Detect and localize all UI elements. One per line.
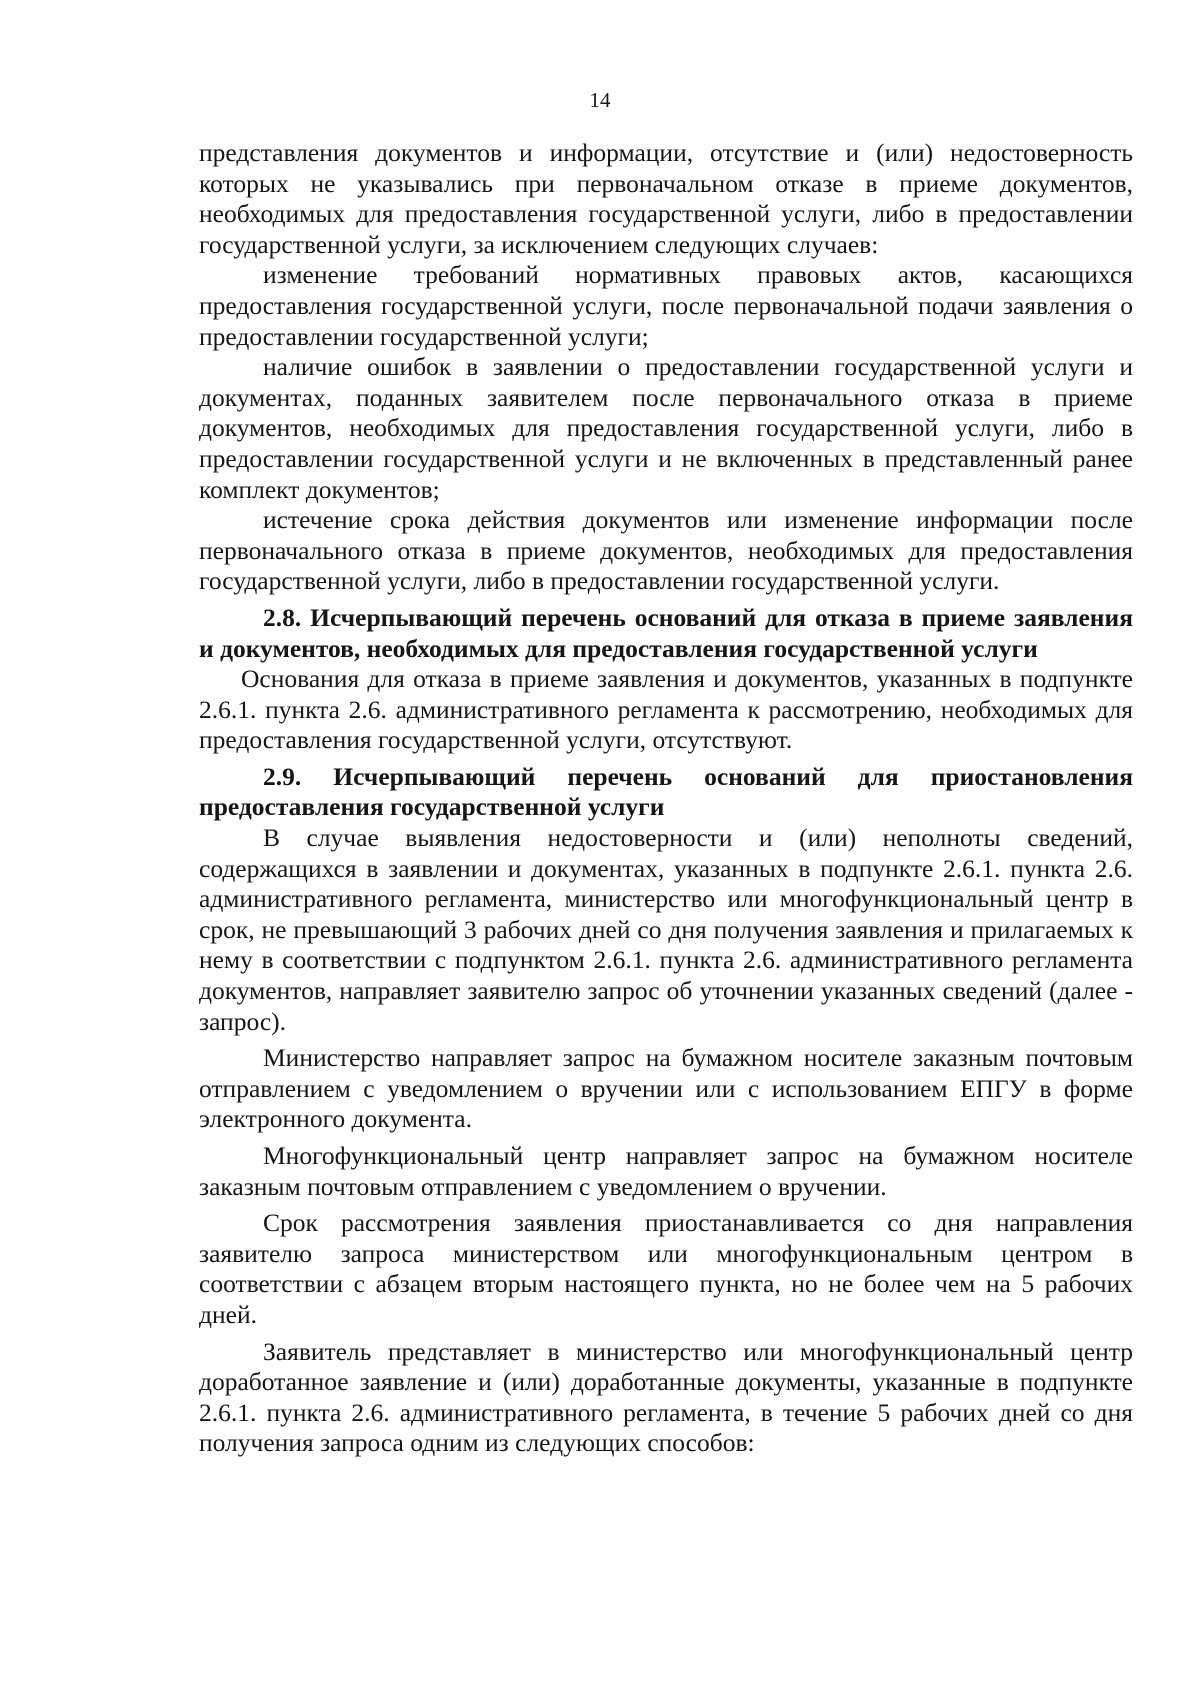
- paragraph: изменение требований нормативных правовых актов, касающихся предоставления государственной услуги, после первоначальной подачи заявления о предоставлении государственной услуги;: [199, 260, 1133, 351]
- section-heading-2-9: 2.9. Исчерпывающий перечень оснований для приостановления предоставления государственной услуги: [199, 761, 1133, 822]
- section-heading-2-8: 2.8. Исчерпывающий перечень оснований для отказа в приеме заявления и документов, необходимых для предоставления государственной услуги: [199, 602, 1133, 663]
- paragraph: Срок рассмотрения заявления приостанавливается со дня направления заявителю запроса министерством или многофункциональным центром в соответствии с абзацем вторым настоящего пункта, но не более чем на 5 рабочих дней.: [199, 1208, 1133, 1329]
- paragraph: представления документов и информации, отсутствие и (или) недостоверность которых не указывались при первоначальном отказе в приеме документов, необходимых для предоставления государственной услуги, либо в предоставлении государственной услуги, за исключением следующих случаев:: [199, 138, 1133, 259]
- paragraph: наличие ошибок в заявлении о предоставлении государственной услуги и документах, поданных заявителем после первоначального отказа в приеме документов, необходимых для предоставления государственной услуги, либо в предоставлении государственной услуги и не включенных в представленный ранее комплект документов;: [199, 352, 1133, 504]
- paragraph: Заявитель представляет в министерство или многофункциональный центр доработанное заявление и (или) доработанные документы, указанные в подпункте 2.6.1. пункта 2.6. административного регламента, в течение 5 рабочих дней со дня получения запроса одним из следующих способов:: [199, 1336, 1133, 1458]
- document-body: [199, 138, 1133, 1459]
- paragraph: истечение срока действия документов или изменение информации после первоначального отказа в приеме документов, необходимых для предоставления государственной услуги, либо в предоставлении государственной услуги.: [199, 505, 1133, 596]
- paragraph: Министерство направляет запрос на бумажном носителе заказным почтовым отправлением с уведомлением о вручении или с использованием ЕПГУ в форме электронного документа.: [199, 1043, 1133, 1134]
- paragraph: Основания для отказа в приеме заявления и документов, указанных в подпункте 2.6.1. пункта 2.6. административного регламента к рассмотрению, необходимых для предоставления государственной услуги, отсутствуют.: [199, 664, 1133, 755]
- paragraph: В случае выявления недостоверности и (или) неполноты сведений, содержащихся в заявлении и документах, указанных в подпункте 2.6.1. пункта 2.6. административного регламента, министерство или многофункциональный центр в срок, не превышающий 3 рабочих дней со дня получения заявления и прилагаемых к нему в соответствии с подпунктом 2.6.1. пункта 2.6. административного регламента документов, направляет заявителю запрос об уточнении указанных сведений (далее - запрос).: [199, 823, 1133, 1036]
- page-number: 14: [589, 88, 611, 112]
- paragraph: Многофункциональный центр направляет запрос на бумажном носителе заказным почтовым отправлением с уведомлением о вручении.: [199, 1141, 1133, 1201]
